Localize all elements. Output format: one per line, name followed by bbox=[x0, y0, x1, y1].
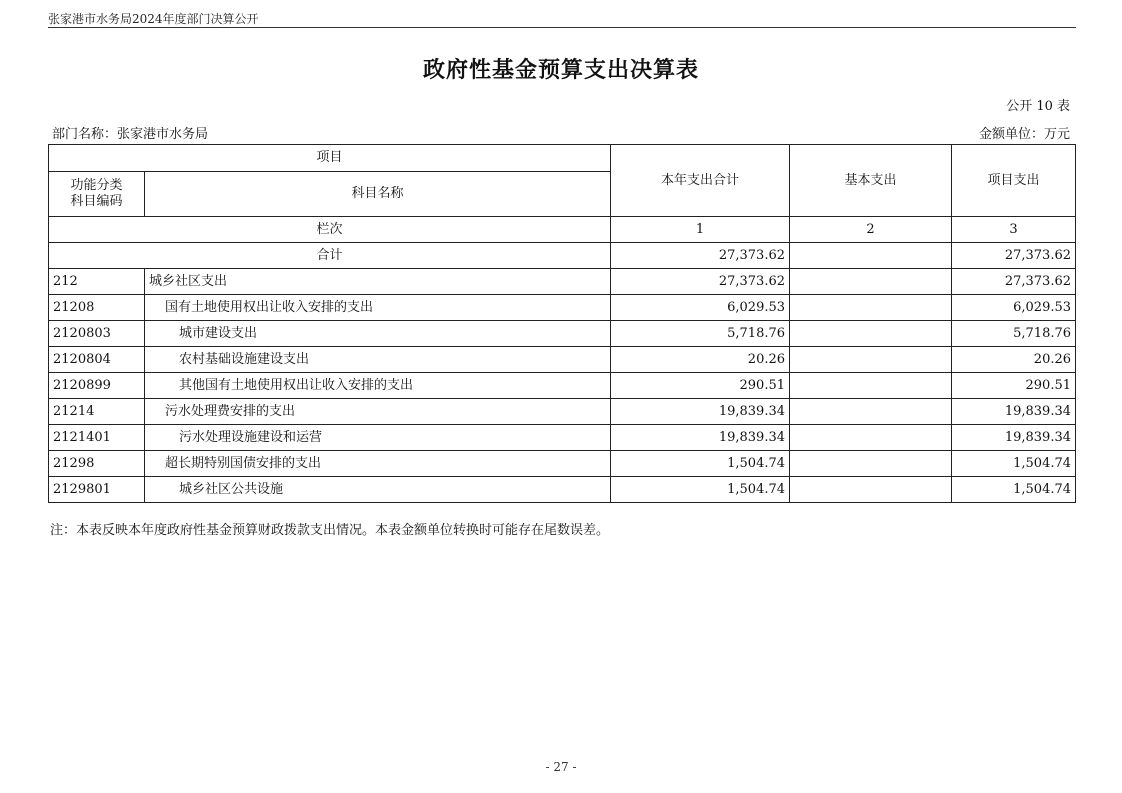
column-index-row bbox=[49, 217, 1076, 243]
row-name: 城乡社区支出 bbox=[145, 269, 611, 295]
col-basic-header: 基本支出 bbox=[790, 145, 952, 217]
table-row bbox=[49, 399, 1076, 425]
row-name: 城市建设支出 bbox=[145, 321, 611, 347]
row-code: 212 bbox=[49, 269, 145, 295]
page-number: - 27 - bbox=[545, 760, 577, 774]
total-project: 27,373.62 bbox=[952, 243, 1076, 269]
row-total: 5,718.76 bbox=[611, 321, 790, 347]
table-row bbox=[49, 477, 1076, 503]
table-row bbox=[49, 321, 1076, 347]
row-total: 19,839.34 bbox=[611, 399, 790, 425]
table-row bbox=[49, 295, 1076, 321]
col-project-header: 项目支出 bbox=[952, 145, 1076, 217]
page-title: 政府性基金预算支出决算表 bbox=[422, 57, 699, 83]
total-amount: 27,373.62 bbox=[611, 243, 790, 269]
col-total-header: 本年支出合计 bbox=[611, 145, 790, 217]
total-row bbox=[49, 243, 1076, 269]
table-number: 公开 10 表 bbox=[1006, 99, 1070, 114]
row-project: 19,839.34 bbox=[952, 399, 1076, 425]
row-total: 1,504.74 bbox=[611, 451, 790, 477]
row-basic bbox=[790, 477, 952, 503]
row-basic bbox=[790, 269, 952, 295]
table-row bbox=[49, 451, 1076, 477]
column-index-label: 栏次 bbox=[49, 217, 611, 243]
row-code: 2121401 bbox=[49, 425, 145, 451]
amount-unit-label: 金额单位：万元 bbox=[978, 127, 1070, 142]
row-basic bbox=[790, 399, 952, 425]
row-total: 290.51 bbox=[611, 373, 790, 399]
total-basic bbox=[790, 243, 952, 269]
table-row bbox=[49, 425, 1076, 451]
row-project: 1,504.74 bbox=[952, 451, 1076, 477]
budget-expenditure-table bbox=[48, 144, 1076, 503]
table-row bbox=[49, 269, 1076, 295]
row-name: 国有土地使用权出让收入安排的支出 bbox=[145, 295, 611, 321]
header-divider bbox=[48, 27, 1076, 28]
row-code: 21208 bbox=[49, 295, 145, 321]
row-name: 污水处理费安排的支出 bbox=[145, 399, 611, 425]
row-project: 19,839.34 bbox=[952, 425, 1076, 451]
row-total: 1,504.74 bbox=[611, 477, 790, 503]
row-basic bbox=[790, 451, 952, 477]
header-row-top bbox=[49, 145, 1076, 172]
row-total: 27,373.62 bbox=[611, 269, 790, 295]
row-total: 6,029.53 bbox=[611, 295, 790, 321]
row-code: 2120804 bbox=[49, 347, 145, 373]
row-name: 超长期特别国债安排的支出 bbox=[145, 451, 611, 477]
row-code: 21214 bbox=[49, 399, 145, 425]
row-total: 19,839.34 bbox=[611, 425, 790, 451]
column-index-3: 3 bbox=[952, 217, 1076, 243]
row-project: 290.51 bbox=[952, 373, 1076, 399]
running-header: 张家港市水务局2024年度部门决算公开 bbox=[48, 12, 259, 26]
row-project: 1,504.74 bbox=[952, 477, 1076, 503]
row-basic bbox=[790, 373, 952, 399]
project-header: 项目 bbox=[49, 145, 611, 172]
table-row bbox=[49, 347, 1076, 373]
row-code: 2120899 bbox=[49, 373, 145, 399]
func-code-header: 功能分类 科目编码 bbox=[49, 172, 145, 217]
row-project: 20.26 bbox=[952, 347, 1076, 373]
total-label: 合计 bbox=[49, 243, 611, 269]
row-basic bbox=[790, 295, 952, 321]
row-code: 21298 bbox=[49, 451, 145, 477]
row-basic bbox=[790, 425, 952, 451]
column-index-2: 2 bbox=[790, 217, 952, 243]
row-basic bbox=[790, 347, 952, 373]
table-row bbox=[49, 373, 1076, 399]
row-basic bbox=[790, 321, 952, 347]
row-project: 27,373.62 bbox=[952, 269, 1076, 295]
row-project: 5,718.76 bbox=[952, 321, 1076, 347]
row-name: 城乡社区公共设施 bbox=[145, 477, 611, 503]
row-name: 污水处理设施建设和运营 bbox=[145, 425, 611, 451]
department-label: 部门名称：张家港市水务局 bbox=[52, 127, 209, 142]
row-code: 2120803 bbox=[49, 321, 145, 347]
table-note: 注：本表反映本年度政府性基金预算财政拨款支出情况。本表金额单位转换时可能存在尾数误差。 bbox=[50, 523, 610, 538]
column-index-1: 1 bbox=[611, 217, 790, 243]
row-project: 6,029.53 bbox=[952, 295, 1076, 321]
row-code: 2129801 bbox=[49, 477, 145, 503]
row-total: 20.26 bbox=[611, 347, 790, 373]
row-name: 其他国有土地使用权出让收入安排的支出 bbox=[145, 373, 611, 399]
row-name: 农村基础设施建设支出 bbox=[145, 347, 611, 373]
subject-name-header: 科目名称 bbox=[145, 172, 611, 217]
